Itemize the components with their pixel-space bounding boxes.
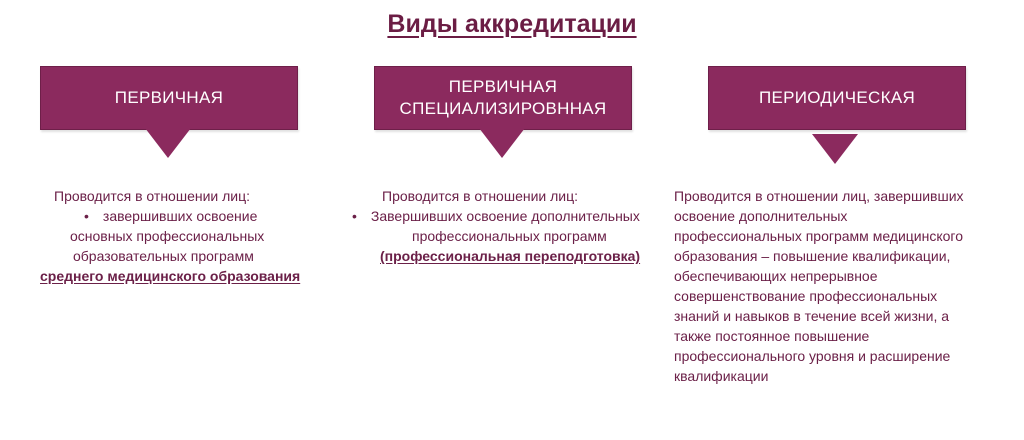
description-emphasis: (профессиональная переподготовка) bbox=[380, 248, 641, 264]
down-arrow-icon bbox=[479, 128, 525, 158]
down-arrow-icon bbox=[812, 134, 858, 164]
description-line: квалификации bbox=[674, 368, 769, 384]
page-title: Виды аккредитации bbox=[387, 10, 637, 38]
description-line: профессиональных программ bbox=[412, 228, 607, 244]
description-line: завершивших освоение bbox=[102, 208, 258, 224]
description-emphasis: среднего медицинского образования bbox=[40, 268, 301, 284]
description-line: совершенствование профессиональных bbox=[674, 288, 938, 304]
box-label-primary: ПЕРВИЧНАЯ bbox=[114, 88, 224, 107]
accreditation-type-primary bbox=[40, 66, 298, 130]
bullet-icon: • bbox=[352, 208, 357, 224]
page-title-wrap bbox=[0, 10, 1024, 39]
periodic-description bbox=[674, 186, 1014, 386]
description-line: профессиональных программ медицинского bbox=[674, 228, 964, 244]
description-intro: Проводится в отношении лиц: bbox=[54, 188, 251, 204]
description-line: Завершивших освоение дополнительных bbox=[370, 208, 640, 224]
description-bullet-line bbox=[40, 206, 325, 226]
accreditation-type-primary-specialized bbox=[374, 66, 632, 130]
box-label-periodic: ПЕРИОДИЧЕСКАЯ bbox=[758, 88, 916, 107]
description-line: образования – повышение квалификации, bbox=[674, 248, 951, 264]
primary-description bbox=[40, 186, 325, 286]
bullet-icon: • bbox=[84, 208, 89, 224]
description-line: также постоянное повышение bbox=[674, 328, 870, 344]
description-line: знаний и навыков в течение всей жизни, а bbox=[674, 308, 950, 324]
primary-specialized-description bbox=[352, 186, 662, 266]
description-line: образовательных программ bbox=[73, 248, 254, 264]
description-intro: Проводится в отношении лиц: bbox=[382, 188, 579, 204]
description-line: профессионального уровня и расширение bbox=[674, 348, 951, 364]
description-bullet-line bbox=[352, 206, 662, 226]
box-label-line-2: СПЕЦИАЛИЗИРОВННАЯ bbox=[399, 99, 607, 118]
description-line: освоение дополнительных bbox=[674, 208, 848, 224]
box-label-line-1: ПЕРВИЧНАЯ bbox=[448, 77, 558, 96]
description-line: основных профессиональных bbox=[70, 228, 265, 244]
description-line: обеспечивающих непрерывное bbox=[674, 268, 878, 284]
accreditation-type-periodic bbox=[708, 66, 966, 130]
down-arrow-icon bbox=[145, 128, 191, 158]
description-line: Проводится в отношении лиц, завершивших bbox=[674, 188, 964, 204]
